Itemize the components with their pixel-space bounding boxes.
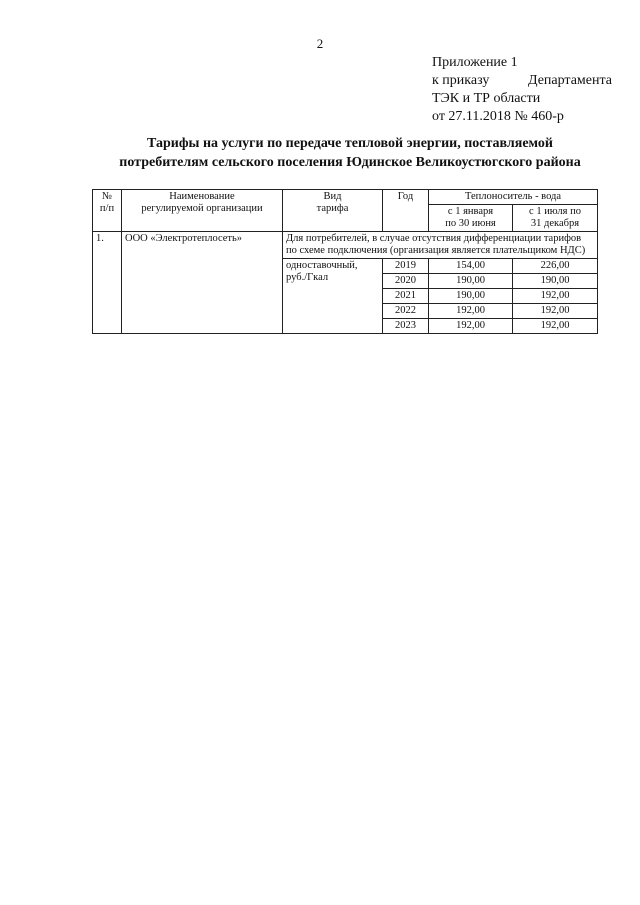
header-org-line-2: регулируемой организации xyxy=(141,203,263,214)
header-org-line-1: Наименование xyxy=(169,191,235,202)
header-period-2-line-2: 31 декабря xyxy=(530,218,580,229)
appendix-line-4: от 27.11.2018 № 460-р xyxy=(432,109,564,124)
year-cell: 2022 xyxy=(383,304,429,319)
header-num xyxy=(93,190,122,232)
appendix-line-3: ТЭК и ТР области xyxy=(432,91,541,106)
year-cell: 2021 xyxy=(383,289,429,304)
page-number: 2 xyxy=(316,36,324,51)
header-year: Год xyxy=(383,190,429,232)
year-cell: 2023 xyxy=(383,319,429,334)
header-num-line-2: п/п xyxy=(99,203,115,214)
row-organization: ООО «Электротеплосеть» xyxy=(122,232,283,334)
title-line-2: потребителям сельского поселения Юдинское Великоустюгского района xyxy=(119,155,581,170)
h2-value-cell: 226,00 xyxy=(513,259,598,274)
h1-value-cell: 192,00 xyxy=(429,319,513,334)
year-cell: 2019 xyxy=(383,259,429,274)
table-row-consumer xyxy=(93,232,598,259)
header-type-line-1: Вид xyxy=(323,191,342,202)
h2-value-cell: 192,00 xyxy=(513,319,598,334)
appendix-line-2-right: Департамента xyxy=(527,73,612,88)
header-organization xyxy=(122,190,283,232)
title-line-1: Тарифы на услуги по передаче тепловой энергии, поставляемой xyxy=(147,136,553,151)
h1-value-cell: 154,00 xyxy=(429,259,513,274)
document-title xyxy=(60,134,640,172)
row-consumer-note: Для потребителей, в случае отсутствия дифференциации тарифов по схеме подключения (организация является плательщиком НДС) xyxy=(283,232,598,259)
h1-value-cell: 192,00 xyxy=(429,304,513,319)
h2-value-cell: 190,00 xyxy=(513,274,598,289)
header-carrier: Теплоноситель - вода xyxy=(429,190,598,205)
header-num-line-1: № xyxy=(101,191,113,202)
tariff-table xyxy=(92,189,598,334)
appendix-line-1: Приложение 1 xyxy=(432,55,518,70)
h2-value-cell: 192,00 xyxy=(513,304,598,319)
header-period-2 xyxy=(513,205,598,232)
header-period-2-line-1: с 1 июля по xyxy=(529,206,581,217)
row-tariff-type: одноставочный, руб./Гкал xyxy=(283,259,383,334)
appendix-line-2-left: к приказу xyxy=(432,73,490,88)
header-period-1 xyxy=(429,205,513,232)
appendix-line-2 xyxy=(432,72,612,90)
h1-value-cell: 190,00 xyxy=(429,289,513,304)
h1-value-cell: 190,00 xyxy=(429,274,513,289)
header-period-1-line-2: по 30 июня xyxy=(445,218,496,229)
row-number: 1. xyxy=(93,232,122,334)
header-type-line-2: тарифа xyxy=(316,203,349,214)
h2-value-cell: 192,00 xyxy=(513,289,598,304)
header-tariff-type xyxy=(283,190,383,232)
year-cell: 2020 xyxy=(383,274,429,289)
appendix-block xyxy=(432,54,612,126)
header-period-1-line-1: с 1 января xyxy=(447,206,494,217)
header-row-1 xyxy=(93,190,598,205)
